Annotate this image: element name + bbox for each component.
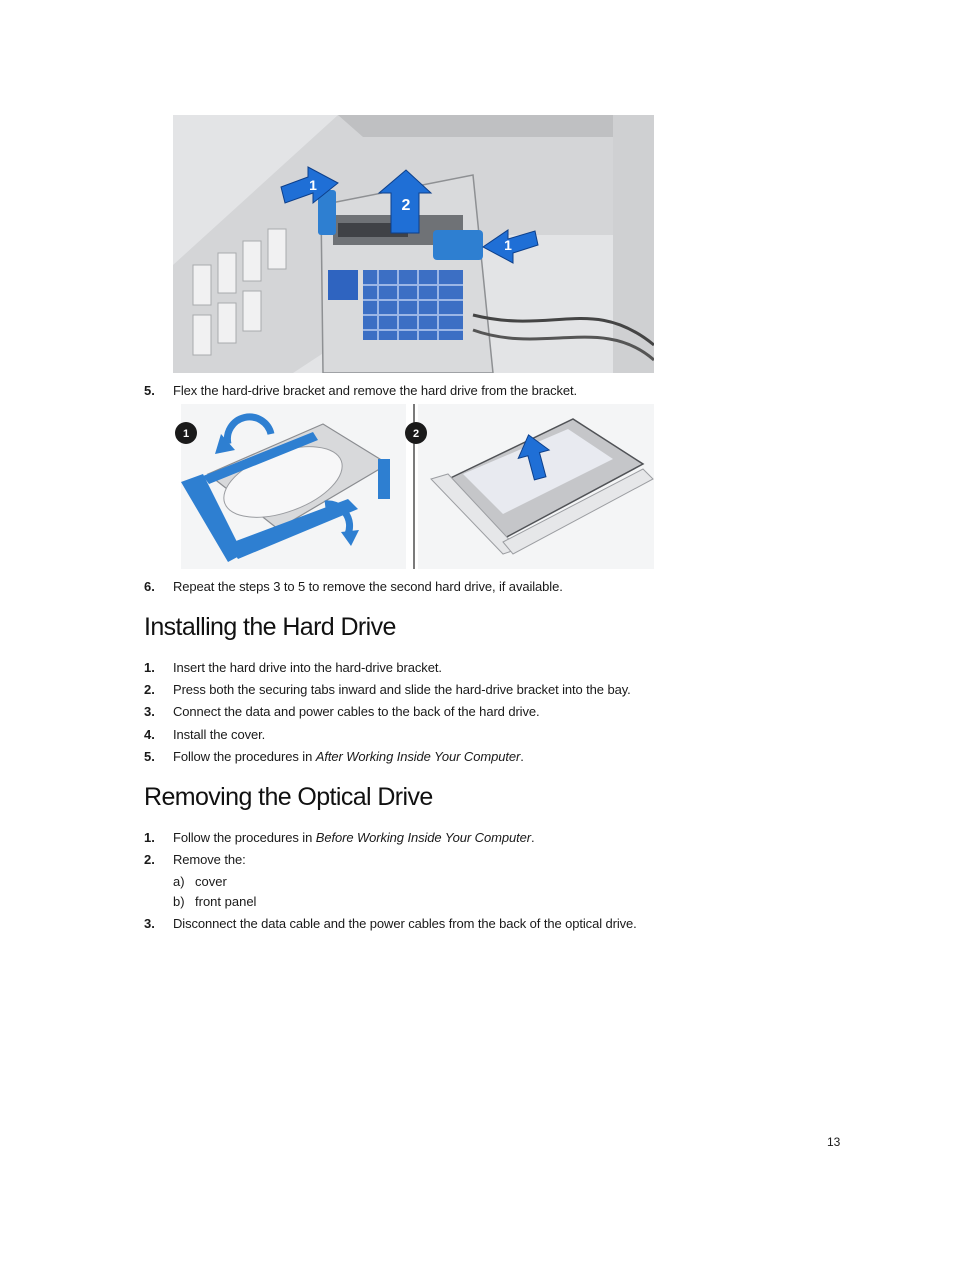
figure-bracket-flex <box>173 404 654 569</box>
step-text: Disconnect the data cable and the power cables from the back of the optical drive. <box>173 916 637 931</box>
step-text: Connect the data and power cables to the back of the hard drive. <box>173 704 540 719</box>
step-number: 4. <box>144 727 155 742</box>
heading-installing-hard-drive: Installing the Hard Drive <box>144 613 396 641</box>
step-text <box>173 830 534 846</box>
step-text: Install the cover. <box>173 727 266 742</box>
bracket-illustration <box>173 404 654 569</box>
reference-after-working: After Working Inside Your Computer <box>315 749 521 764</box>
optical-substep-b <box>173 894 256 910</box>
reference-before-working: Before Working Inside Your Computer <box>315 830 531 845</box>
step-text: Remove the: <box>173 852 246 867</box>
optical-substep-a <box>173 874 227 890</box>
step-number: 3. <box>144 916 155 931</box>
step-text: Repeat the steps 3 to 5 to remove the second hard drive, if available. <box>173 579 563 594</box>
step-number: 1. <box>144 830 155 845</box>
text-prefix: Follow the procedures in <box>173 830 316 845</box>
callout-label: 2 <box>401 197 411 214</box>
callout-label: 1 <box>504 237 512 253</box>
badge-label: 1 <box>182 428 190 440</box>
step-number: 2. <box>144 852 155 867</box>
step-number: 3. <box>144 704 155 719</box>
badge-1 <box>175 422 197 444</box>
chassis-illustration <box>173 115 654 373</box>
step-text: Insert the hard drive into the hard-drive bracket. <box>173 660 442 675</box>
step-number: 5. <box>144 383 155 398</box>
callout-label: 1 <box>309 177 317 193</box>
step-number: 6. <box>144 579 155 594</box>
step-text <box>173 749 524 765</box>
step-number: 1. <box>144 660 155 675</box>
figure-hard-drive-removal <box>173 115 654 373</box>
substep-letter: a) <box>173 874 185 889</box>
step-text: Flex the hard-drive bracket and remove the hard drive from the bracket. <box>173 383 578 398</box>
step-number: 5. <box>144 749 155 764</box>
badge-2 <box>405 422 427 444</box>
substep-text: front panel <box>195 894 257 909</box>
text-prefix: Follow the procedures in <box>173 749 316 764</box>
substep-letter: b) <box>173 894 185 909</box>
step-number: 2. <box>144 682 155 697</box>
badge-label: 2 <box>412 428 420 440</box>
substep-text: cover <box>195 874 227 889</box>
page-number: 13 <box>827 1135 841 1149</box>
heading-removing-optical-drive: Removing the Optical Drive <box>144 783 433 811</box>
text-suffix: . <box>520 749 524 764</box>
step-text: Press both the securing tabs inward and slide the hard-drive bracket into the bay. <box>173 682 631 697</box>
text-suffix: . <box>530 830 535 845</box>
